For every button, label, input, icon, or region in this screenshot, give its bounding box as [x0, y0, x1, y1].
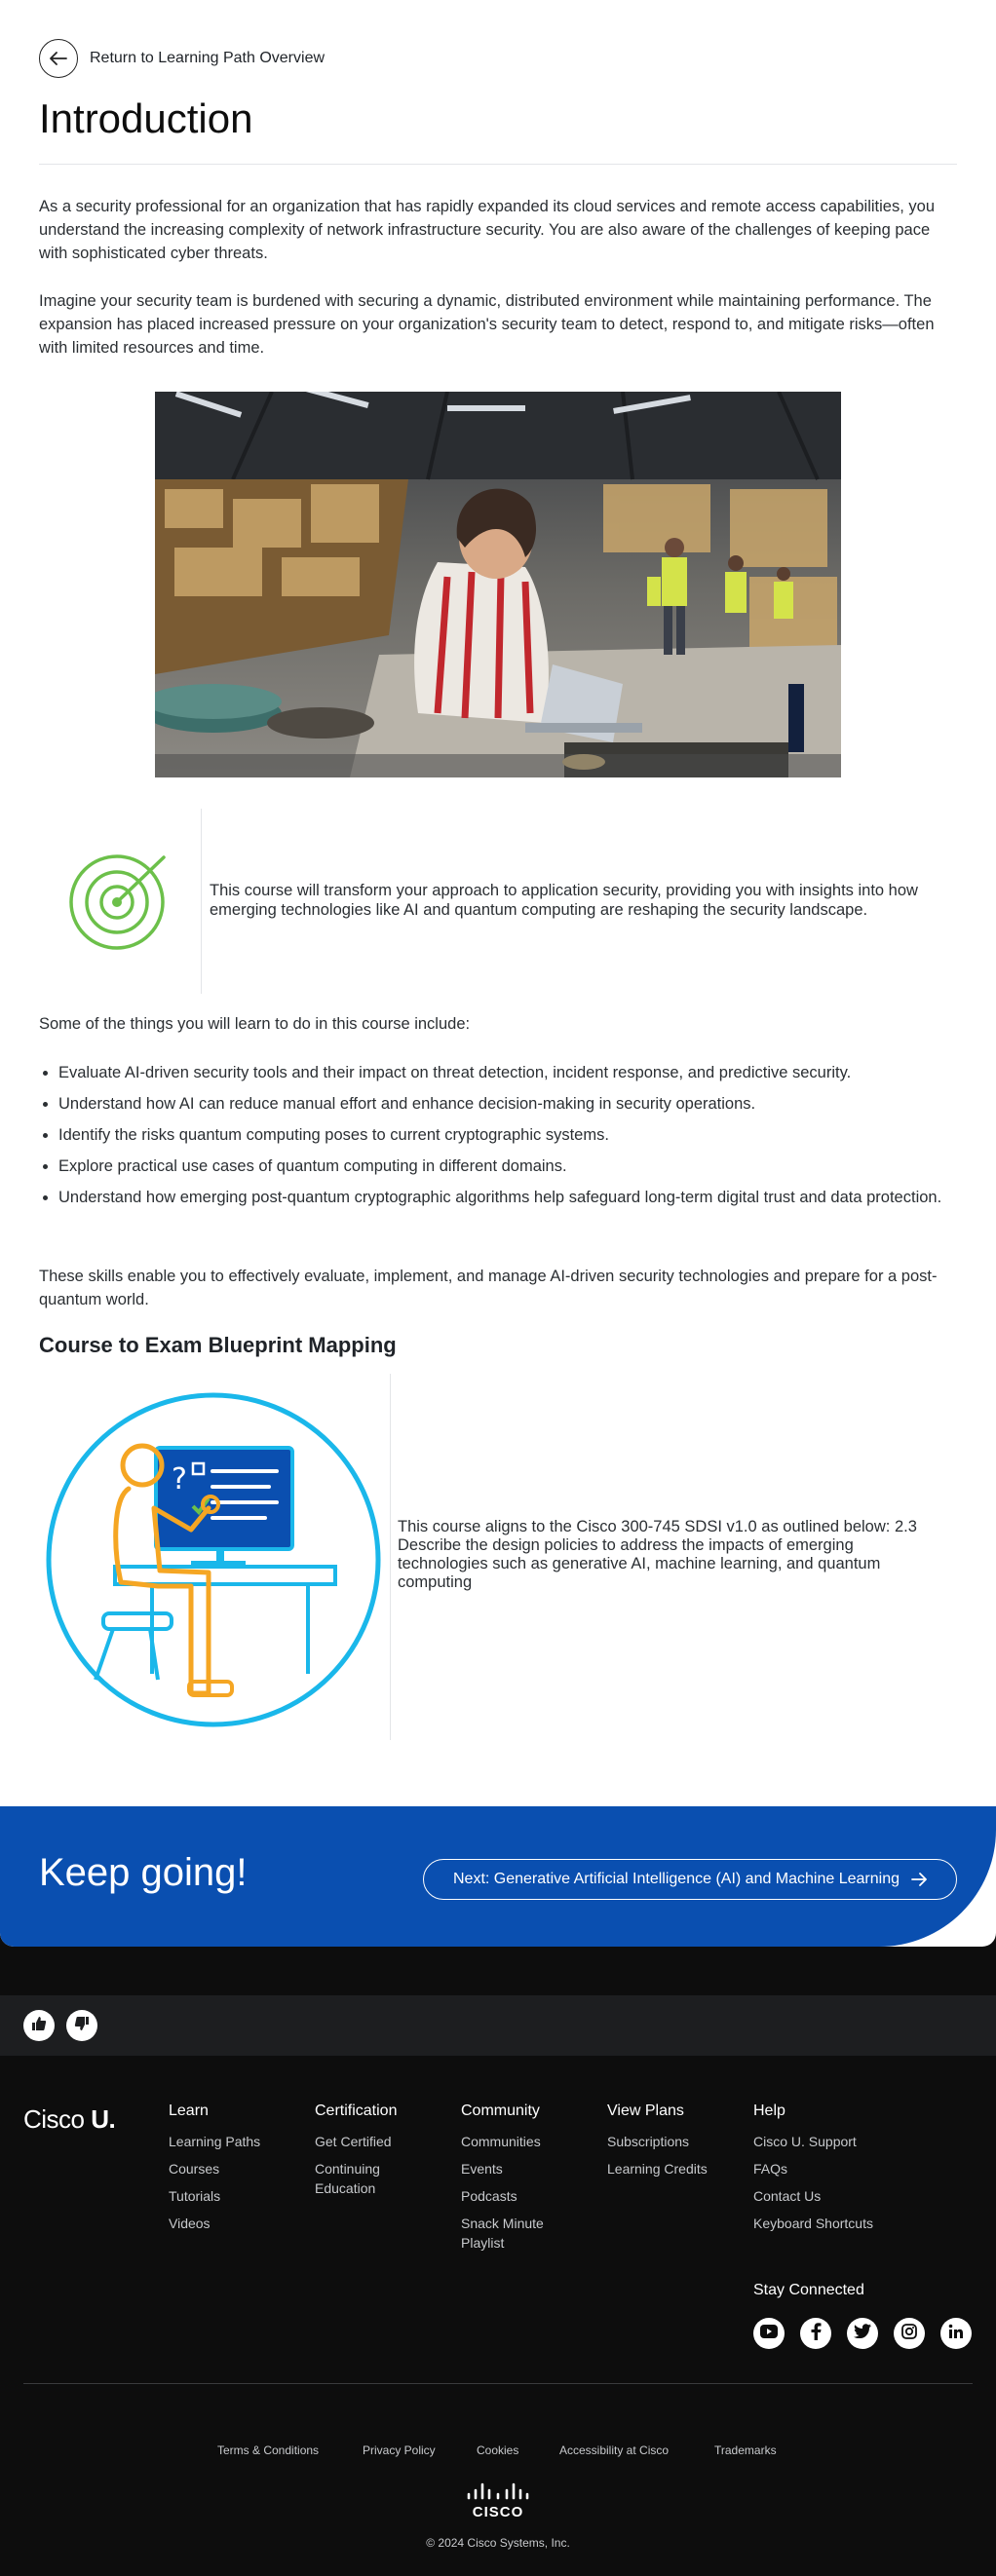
linkedin-link[interactable] [940, 2318, 972, 2349]
footer-link[interactable]: Cisco U. Support [753, 2134, 857, 2149]
footer-link[interactable]: Events [461, 2161, 503, 2177]
copyright-text: © 2024 Cisco Systems, Inc. [426, 2536, 570, 2550]
thumbs-up-button[interactable] [23, 2010, 55, 2041]
accessibility-link[interactable]: Accessibility at Cisco [559, 2443, 670, 2457]
back-to-learning-path-link[interactable] [39, 39, 325, 78]
feedback-bar [0, 1995, 996, 2056]
intro-paragraph-2: Imagine your security team is burdened with securing a dynamic, distributed environment while maintaining performance. The expansion has placed increased pressure on your organization's security team to detect, respond to, and mitigate risks—often with limited resources and time. [39, 292, 935, 357]
list-item: Explore practical use cases of quantum computing in different domains. [39, 1155, 945, 1177]
linkedin-icon [948, 2324, 964, 2344]
footer-link[interactable]: Get Certified [315, 2134, 392, 2149]
facebook-icon [810, 2323, 822, 2345]
next-lesson-label: Next: Generative Artificial Intelligence (AI) and Machine Learning [452, 1871, 900, 1887]
footer-link[interactable]: Communities [461, 2134, 541, 2149]
callout-divider [201, 809, 202, 994]
footer-column-certification [315, 2102, 432, 2206]
instagram-link[interactable] [894, 2318, 925, 2349]
back-link-label: Return to Learning Path Overview [90, 50, 326, 66]
thumbs-down-button[interactable] [66, 2010, 97, 2041]
cisco-wordmark: CISCO [472, 2504, 524, 2519]
title-divider [39, 164, 957, 165]
footer-column-title: Learn [169, 2102, 209, 2119]
mapping-text: This course aligns to the Cisco 300-745 SDSI v1.0 as outlined below: 2.3 Describe the design policies to address the impacts of emerging technologies such as generative AI, machine learning, and quantum computing [398, 1518, 917, 1591]
keep-going-banner [0, 1806, 996, 1947]
footer-column-title: Certification [315, 2102, 398, 2119]
arrow-left-icon [39, 39, 78, 78]
facebook-link[interactable] [800, 2318, 831, 2349]
person-at-computer-illustration [45, 1391, 382, 1733]
thumbs-down-icon [74, 2016, 90, 2036]
section-title: Course to Exam Blueprint Mapping [39, 1333, 397, 1357]
next-lesson-button[interactable] [423, 1859, 957, 1900]
footer-column-community [461, 2102, 568, 2260]
list-item: Identify the risks quantum computing poses to current cryptographic systems. [39, 1124, 945, 1146]
footer-link[interactable]: Tutorials [169, 2188, 221, 2204]
footer-link[interactable]: Subscriptions [607, 2134, 690, 2149]
page-title: Introduction [39, 95, 253, 141]
footer-column-title: Community [461, 2102, 540, 2119]
footer-link[interactable]: Learning Credits [607, 2161, 708, 2177]
footer-link[interactable]: Contact Us [753, 2188, 822, 2204]
target-icon [68, 850, 170, 956]
svg-text:?: ? [172, 1462, 187, 1496]
footer-column-title: Help [753, 2102, 785, 2119]
footer-link[interactable]: Videos [169, 2216, 211, 2231]
cookies-link[interactable]: Cookies [477, 2443, 519, 2457]
privacy-link[interactable]: Privacy Policy [363, 2443, 436, 2457]
footer-column-view-plans [607, 2102, 708, 2186]
footer-divider [23, 2383, 973, 2384]
learn-list-intro: Some of the things you will learn to do in this course include: [39, 1015, 471, 1033]
footer-link[interactable]: Courses [169, 2161, 220, 2177]
footer-link[interactable]: Learning Paths [169, 2134, 261, 2149]
footer-column-help [753, 2102, 873, 2241]
arrow-right-icon [911, 1873, 927, 1886]
list-item: Understand how emerging post-quantum cryptographic algorithms help safeguard long-term digital trust and data protection. [39, 1187, 945, 1208]
footer-link[interactable]: Continuing Education [315, 2161, 380, 2196]
learn-list [39, 1062, 945, 1218]
footer-column-title: View Plans [607, 2102, 684, 2119]
instagram-icon [901, 2324, 917, 2344]
thumbs-up-icon [31, 2016, 47, 2036]
intro-paragraph-1: As a security professional for an organization that has rapidly expanded its cloud services and remote access capabilities, you understand the increasing complexity of network infrastructure security. You are also aware of the challenges of keeping pace with sophisticated cyber threats. [39, 198, 935, 262]
blueprint-mapping [39, 1374, 957, 1740]
mapping-divider [390, 1374, 391, 1740]
callout-text: This course will transform your approach to application security, providing you with insights into how emerging technologies like AI and quantum computing are reshaping the security landscape. [210, 882, 918, 919]
footer-link[interactable]: Snack Minute Playlist [461, 2216, 544, 2251]
stay-connected-title: Stay Connected [753, 2282, 864, 2298]
twitter-link[interactable] [847, 2318, 878, 2349]
cisco-u-logo[interactable] [23, 2104, 115, 2135]
youtube-link[interactable] [753, 2318, 785, 2349]
list-item: Evaluate AI-driven security tools and their impact on threat detection, incident response, and predictive security. [39, 1062, 945, 1083]
hero-image-warehouse-worker [155, 392, 841, 777]
footer-logo-mark: U. [91, 2104, 116, 2134]
course-callout [39, 809, 957, 994]
list-item: Understand how AI can reduce manual effort and enhance decision-making in security operations. [39, 1093, 945, 1115]
terms-link[interactable]: Terms & Conditions [217, 2443, 320, 2457]
cisco-logo [464, 2482, 532, 2524]
footer-link[interactable]: Podcasts [461, 2188, 517, 2204]
trademarks-link[interactable]: Trademarks [714, 2443, 777, 2457]
closing-paragraph: These skills enable you to effectively evaluate, implement, and manage AI-driven security technologies and prepare for a post-quantum world. [39, 1268, 938, 1308]
footer-link[interactable]: FAQs [753, 2161, 788, 2177]
keep-going-title: Keep going! [39, 1851, 248, 1894]
footer-column-learn [169, 2102, 260, 2241]
youtube-icon [760, 2325, 778, 2343]
footer-logo-text: Cisco [23, 2104, 85, 2134]
twitter-icon [854, 2324, 871, 2343]
footer-link[interactable]: Keyboard Shortcuts [753, 2216, 873, 2231]
